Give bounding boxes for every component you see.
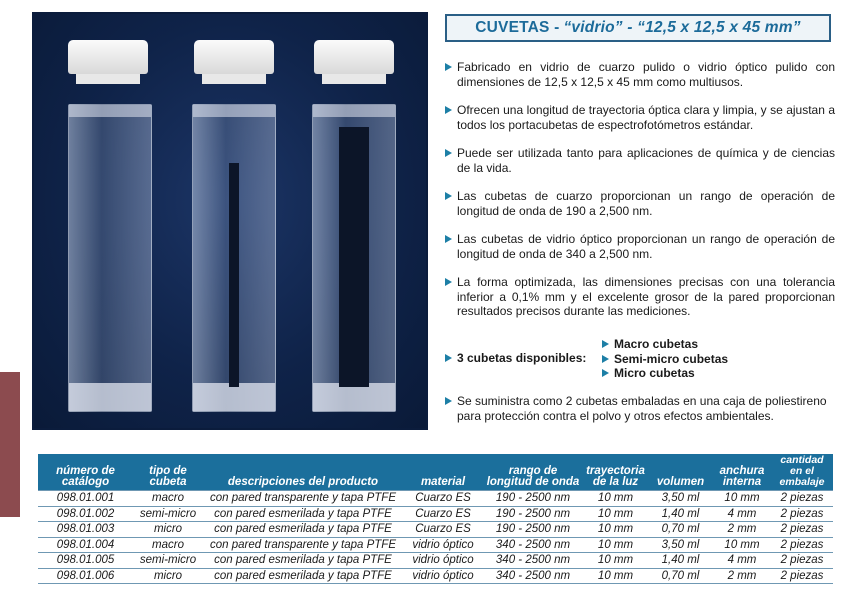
column-header: rango de longitud de onda	[486, 465, 580, 488]
feature-item: La forma optimizada, las dimensiones precisas con una tolerancia inferior a 0,1% mm y el excelente grosor de la pared proporcionan resultados precisos durante las mediciones.	[445, 275, 835, 319]
title-main: CUVETAS -	[475, 19, 560, 36]
table-row: 098.01.005 semi-micro con pared esmerilada y tapa PTFE vidrio óptico 340 - 2500 nm 10 mm 1,40 ml 4 mm 2 piezas	[38, 553, 833, 569]
table-row: 098.01.002 semi-micro con pared esmerilada y tapa PTFE Cuarzo ES 190 - 2500 nm 10 mm 1,40 ml 4 mm 2 piezas	[38, 506, 833, 522]
arrow-bullet-icon	[602, 355, 609, 363]
ptfe-cap	[314, 40, 394, 74]
availability-label: 3 cubetas disponibles:	[457, 351, 587, 365]
column-header: cantidad en el embalaje	[779, 454, 825, 488]
availability-list	[602, 337, 728, 381]
micro-cuvette	[312, 104, 396, 412]
arrow-bullet-icon	[602, 340, 609, 348]
product-photo	[34, 14, 426, 428]
side-color-strip	[0, 372, 20, 517]
feature-item: Ofrecen una longitud de trayectoria óptica clara y limpia, y se ajustan a todos los portacubetas de espectrofotómetros estándar.	[445, 103, 835, 132]
column-header: anchura interna	[719, 465, 765, 488]
arrow-bullet-icon	[445, 106, 452, 114]
packaging-note: Se suministra como 2 cubetas embaladas en una caja de poliestireno para protección contra el polvo y otros efectos ambientales.	[445, 394, 847, 423]
feature-item: Las cubetas de vidrio óptico proporcionan un rango de operación de longitud de onda de 340 a 2,500 nm.	[445, 232, 835, 261]
column-header: tipo de cubeta	[149, 465, 187, 488]
feature-item: Puede ser utilizada tanto para aplicaciones de química y de ciencias de la vida.	[445, 146, 835, 175]
semi-micro-cuvette	[192, 104, 276, 412]
arrow-bullet-icon	[445, 278, 452, 286]
macro-cuvette	[68, 104, 152, 412]
arrow-bullet-icon	[445, 149, 452, 157]
arrow-bullet-icon	[602, 369, 609, 377]
availability-item: Semi-micro cubetas	[602, 352, 728, 367]
table-row: 098.01.006 micro con pared esmerilada y tapa PTFE vidrio óptico 340 - 2500 nm 10 mm 0,70 ml 2 mm 2 piezas	[38, 568, 833, 584]
arrow-bullet-icon	[445, 354, 452, 362]
catalog-table	[38, 454, 833, 584]
page-title	[445, 14, 831, 42]
arrow-bullet-icon	[445, 235, 452, 243]
table-row: 098.01.001 macro con pared transparente y tapa PTFE Cuarzo ES 190 - 2500 nm 10 mm 3,50 ml 10 mm 2 piezas	[38, 491, 833, 507]
availability-block	[445, 337, 835, 383]
column-header: volumen	[656, 476, 705, 488]
arrow-bullet-icon	[445, 192, 452, 200]
arrow-bullet-icon	[445, 63, 452, 71]
title-specs: “vidrio” - “12,5 x 12,5 x 45 mm”	[563, 19, 801, 36]
table-row: 098.01.003 micro con pared esmerilada y tapa PTFE Cuarzo ES 190 - 2500 nm 10 mm 0,70 ml 2 mm 2 piezas	[38, 522, 833, 538]
table-header-row	[38, 454, 833, 491]
availability-item: Micro cubetas	[602, 366, 728, 381]
ptfe-cap	[68, 40, 148, 74]
arrow-bullet-icon	[445, 397, 452, 405]
column-header: descripciones del producto	[227, 476, 379, 488]
ptfe-cap	[194, 40, 274, 74]
feature-list	[445, 60, 835, 333]
feature-item: Las cubetas de cuarzo proporcionan un rango de operación de longitud de onda de 190 a 2,500 nm.	[445, 189, 835, 218]
column-header: número de catálogo	[56, 465, 115, 488]
table-row: 098.01.004 macro con pared transparente y tapa PTFE vidrio óptico 340 - 2500 nm 10 mm 3,50 ml 10 mm 2 piezas	[38, 537, 833, 553]
availability-item: Macro cubetas	[602, 337, 728, 352]
feature-item: Fabricado en vidrio de cuarzo pulido o vidrio óptico pulido con dimensiones de 12,5 x 12,5 x 45 mm como multiusos.	[445, 60, 835, 89]
column-header: material	[420, 476, 466, 488]
column-header: trayectoria de la luz	[586, 465, 645, 488]
